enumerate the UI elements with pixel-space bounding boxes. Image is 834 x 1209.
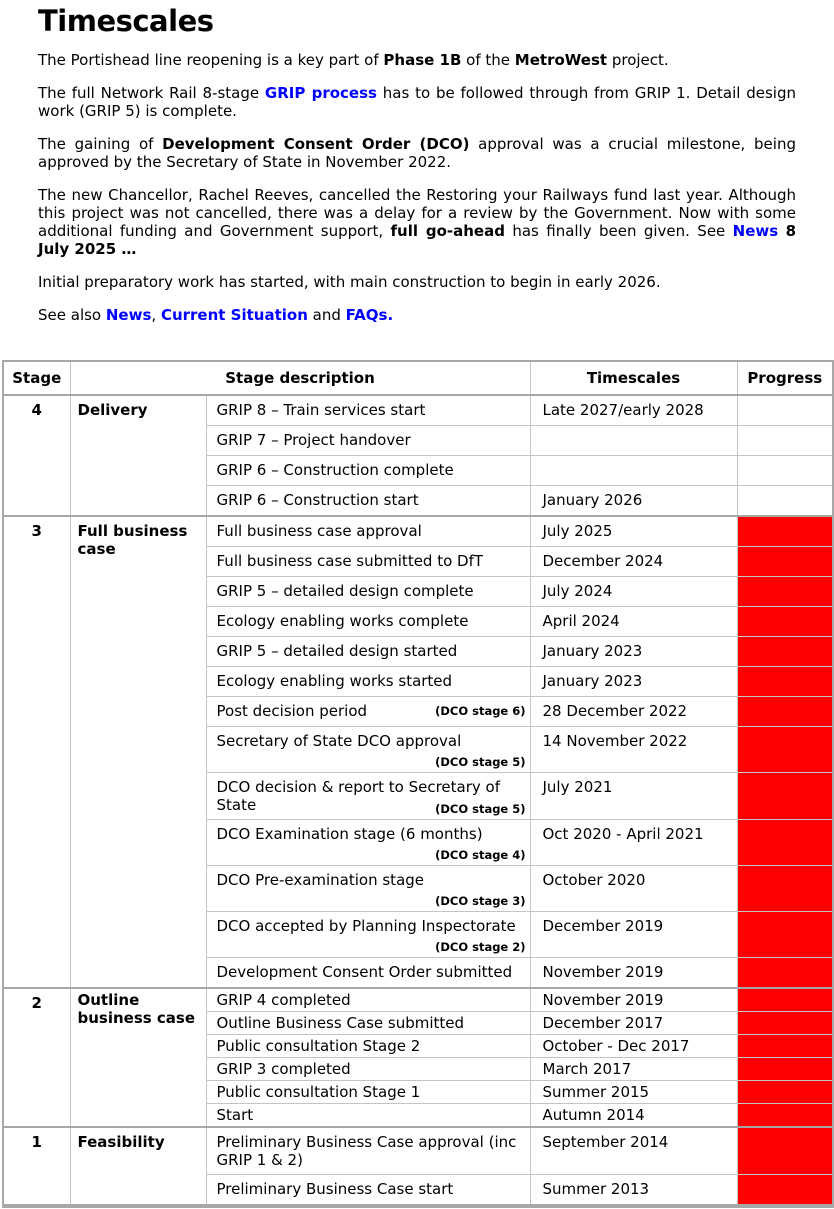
milestone-description-cell	[206, 773, 530, 820]
timescale-cell: July 2021	[530, 773, 737, 820]
milestone-description-cell	[206, 697, 530, 727]
timescale-cell: Late 2027/early 2028	[530, 395, 737, 426]
timescale-cell	[530, 426, 737, 456]
milestone-description: GRIP 5 – detailed design complete	[216, 582, 474, 600]
milestone-description-cell	[206, 988, 530, 1012]
milestone-description: GRIP 6 – Construction start	[216, 491, 419, 509]
table-row	[3, 988, 833, 1012]
progress-cell	[737, 1104, 833, 1128]
table-row	[3, 1127, 833, 1175]
milestone-description-cell	[206, 866, 530, 912]
milestone-description: GRIP 3 completed	[216, 1060, 351, 1078]
milestone-description: Public consultation Stage 2	[216, 1037, 421, 1055]
progress-cell	[737, 1058, 833, 1081]
progress-cell	[737, 637, 833, 667]
dco-stage-note: (DCO stage 5)	[435, 755, 526, 769]
timescale-cell: July 2024	[530, 577, 737, 607]
milestone-description-cell	[206, 727, 530, 773]
bold-text: 8 July 2025 …	[38, 222, 796, 258]
milestone-description: GRIP 7 – Project handover	[216, 431, 411, 449]
milestone-description-cell	[206, 1081, 530, 1104]
milestone-description-cell	[206, 1175, 530, 1207]
progress-cell	[737, 988, 833, 1012]
milestone-description: GRIP 5 – detailed design started	[216, 642, 458, 660]
milestone-description: GRIP 4 completed	[216, 991, 351, 1009]
progress-cell	[737, 607, 833, 637]
column-header-description: Stage description	[70, 361, 530, 395]
milestone-description-cell	[206, 1058, 530, 1081]
progress-cell	[737, 697, 833, 727]
timescale-cell: November 2019	[530, 988, 737, 1012]
milestone-description-cell	[206, 547, 530, 577]
progress-cell	[737, 486, 833, 517]
text-run: The full Network Rail 8-stage	[38, 84, 265, 102]
text-run: See also	[38, 306, 106, 324]
milestone-description: DCO Examination stage (6 months)	[216, 825, 483, 843]
progress-cell	[737, 547, 833, 577]
stage-name-cell: Full business case	[70, 516, 206, 988]
timescale-cell: 28 December 2022	[530, 697, 737, 727]
bold-text: Phase 1B	[383, 51, 462, 69]
milestone-description-cell	[206, 486, 530, 517]
text-run	[778, 222, 785, 240]
stage-group	[3, 516, 833, 988]
timescale-cell: December 2019	[530, 912, 737, 958]
progress-cell	[737, 1012, 833, 1035]
milestone-description: Full business case approval	[216, 522, 422, 540]
milestone-description-cell	[206, 456, 530, 486]
timescale-cell: Autumn 2014	[530, 1104, 737, 1128]
table-header-row	[3, 361, 833, 395]
milestone-description: GRIP 8 – Train services start	[216, 401, 426, 419]
milestone-description: Ecology enabling works complete	[216, 612, 469, 630]
timescale-cell: March 2017	[530, 1058, 737, 1081]
text-run: The new Chancellor, Rachel Reeves, cancelled the Restoring your Railways fund last year. Although this project was not cancelled, there was a delay for a review by the Government. Now with some additional funding and Government support,	[38, 186, 796, 240]
timescale-cell: October 2020	[530, 866, 737, 912]
progress-cell	[737, 727, 833, 773]
text-link[interactable]: GRIP process	[264, 84, 377, 102]
milestone-description-cell	[206, 958, 530, 989]
progress-cell	[737, 1127, 833, 1175]
progress-cell	[737, 820, 833, 866]
milestone-description-cell	[206, 1127, 530, 1175]
timescale-cell: July 2025	[530, 516, 737, 547]
paragraph	[38, 273, 796, 291]
text-run: Initial preparatory work has started, with main construction to begin in early 2026.	[38, 273, 661, 291]
progress-cell	[737, 577, 833, 607]
text-link[interactable]: News	[105, 306, 152, 324]
stage-name-cell: Outline business case	[70, 988, 206, 1127]
milestone-description: GRIP 6 – Construction complete	[216, 461, 454, 479]
progress-cell	[737, 395, 833, 426]
timescales-table	[2, 360, 834, 1208]
progress-cell	[737, 866, 833, 912]
text-run: has finally been given. See	[504, 222, 733, 240]
milestone-description-cell	[206, 820, 530, 866]
column-header-stage: Stage	[3, 361, 70, 395]
timescale-cell: Summer 2013	[530, 1175, 737, 1207]
progress-cell	[737, 773, 833, 820]
paragraph	[38, 186, 796, 258]
stage-number-cell: 4	[3, 395, 70, 516]
progress-cell	[737, 1175, 833, 1207]
column-header-timescales: Timescales	[530, 361, 737, 395]
page-title: Timescales	[38, 4, 214, 38]
timescale-cell: January 2023	[530, 667, 737, 697]
dco-stage-note: (DCO stage 4)	[435, 848, 526, 862]
dco-stage-note: (DCO stage 6)	[435, 704, 526, 718]
milestone-description-cell	[206, 1012, 530, 1035]
stage-group	[3, 395, 833, 516]
paragraph	[38, 306, 796, 324]
timescale-cell: 14 November 2022	[530, 727, 737, 773]
progress-cell	[737, 912, 833, 958]
milestone-description-cell	[206, 607, 530, 637]
milestone-description: Preliminary Business Case start	[216, 1180, 454, 1198]
milestone-description: Ecology enabling works started	[216, 672, 453, 690]
milestone-description: Public consultation Stage 1	[216, 1083, 421, 1101]
milestone-description: DCO decision & report to Secretary of State	[216, 778, 500, 814]
text-run: approval was a crucial milestone, being approved by the Secretary of State in November 2022.	[38, 135, 796, 171]
bold-text: Development Consent Order (DCO)	[162, 135, 470, 153]
timescale-cell: January 2026	[530, 486, 737, 517]
timescale-cell: January 2023	[530, 637, 737, 667]
text-run: of the	[461, 51, 515, 69]
timescales-table-section	[0, 360, 834, 1208]
progress-cell	[737, 958, 833, 989]
milestone-description: DCO accepted by Planning Inspectorate	[216, 917, 516, 935]
milestone-description: Development Consent Order submitted	[216, 963, 513, 981]
text-run: The gaining of	[38, 135, 163, 153]
text-run: and	[307, 306, 346, 324]
milestone-description: Post decision period	[216, 702, 368, 720]
milestone-description: Preliminary Business Case approval (inc GRIP 1 & 2)	[216, 1133, 517, 1169]
intro-section	[0, 0, 834, 324]
stage-name-cell: Delivery	[70, 395, 206, 516]
timescale-cell: Summer 2015	[530, 1081, 737, 1104]
dco-stage-note: (DCO stage 3)	[435, 894, 526, 908]
text-link[interactable]: FAQs.	[345, 306, 394, 324]
text-run: has to be followed through from GRIP 1. Detail design work (GRIP 5) is complete.	[38, 84, 796, 120]
milestone-description-cell	[206, 426, 530, 456]
text-run: The Portishead line reopening is a key part of	[38, 51, 384, 69]
text-run: ,	[151, 306, 161, 324]
stage-group	[3, 1127, 833, 1206]
table-row	[3, 395, 833, 426]
milestone-description: Outline Business Case submitted	[216, 1014, 465, 1032]
timescale-cell: April 2024	[530, 607, 737, 637]
paragraph	[38, 51, 796, 69]
milestone-description: Start	[216, 1106, 254, 1124]
stage-number-cell: 1	[3, 1127, 70, 1206]
milestone-description: Full business case submitted to DfT	[216, 552, 484, 570]
text-link[interactable]: Current Situation	[160, 306, 308, 324]
paragraph	[38, 84, 796, 120]
milestone-description: DCO Pre-examination stage	[216, 871, 425, 889]
milestone-description-cell	[206, 637, 530, 667]
timescale-cell: November 2019	[530, 958, 737, 989]
progress-cell	[737, 1035, 833, 1058]
timescale-cell: September 2014	[530, 1127, 737, 1175]
progress-cell	[737, 516, 833, 547]
progress-cell	[737, 667, 833, 697]
table-row	[3, 516, 833, 547]
timescale-cell: October - Dec 2017	[530, 1035, 737, 1058]
timescale-cell	[530, 456, 737, 486]
timescale-cell: December 2024	[530, 547, 737, 577]
milestone-description-cell	[206, 395, 530, 426]
column-header-progress: Progress	[737, 361, 833, 395]
milestone-description: Secretary of State DCO approval	[216, 732, 462, 750]
milestone-description-cell	[206, 1104, 530, 1128]
intro-paragraphs	[38, 51, 796, 324]
stage-name-cell: Feasibility	[70, 1127, 206, 1206]
progress-cell	[737, 426, 833, 456]
milestone-description-cell	[206, 912, 530, 958]
progress-cell	[737, 1081, 833, 1104]
timescale-cell: Oct 2020 - April 2021	[530, 820, 737, 866]
milestone-description-cell	[206, 577, 530, 607]
milestone-description-cell	[206, 667, 530, 697]
timescale-cell: December 2017	[530, 1012, 737, 1035]
bold-text: MetroWest	[514, 51, 608, 69]
milestone-description-cell	[206, 516, 530, 547]
dco-stage-note: (DCO stage 5)	[435, 802, 526, 816]
text-run: project.	[607, 51, 669, 69]
progress-cell	[737, 456, 833, 486]
milestone-description-cell	[206, 1035, 530, 1058]
paragraph	[38, 135, 796, 171]
dco-stage-note: (DCO stage 2)	[435, 940, 526, 954]
stage-group	[3, 988, 833, 1127]
text-link[interactable]: News	[732, 222, 779, 240]
bold-text: full go-ahead	[390, 222, 505, 240]
stage-number-cell: 3	[3, 516, 70, 988]
stage-number-cell: 2	[3, 988, 70, 1127]
